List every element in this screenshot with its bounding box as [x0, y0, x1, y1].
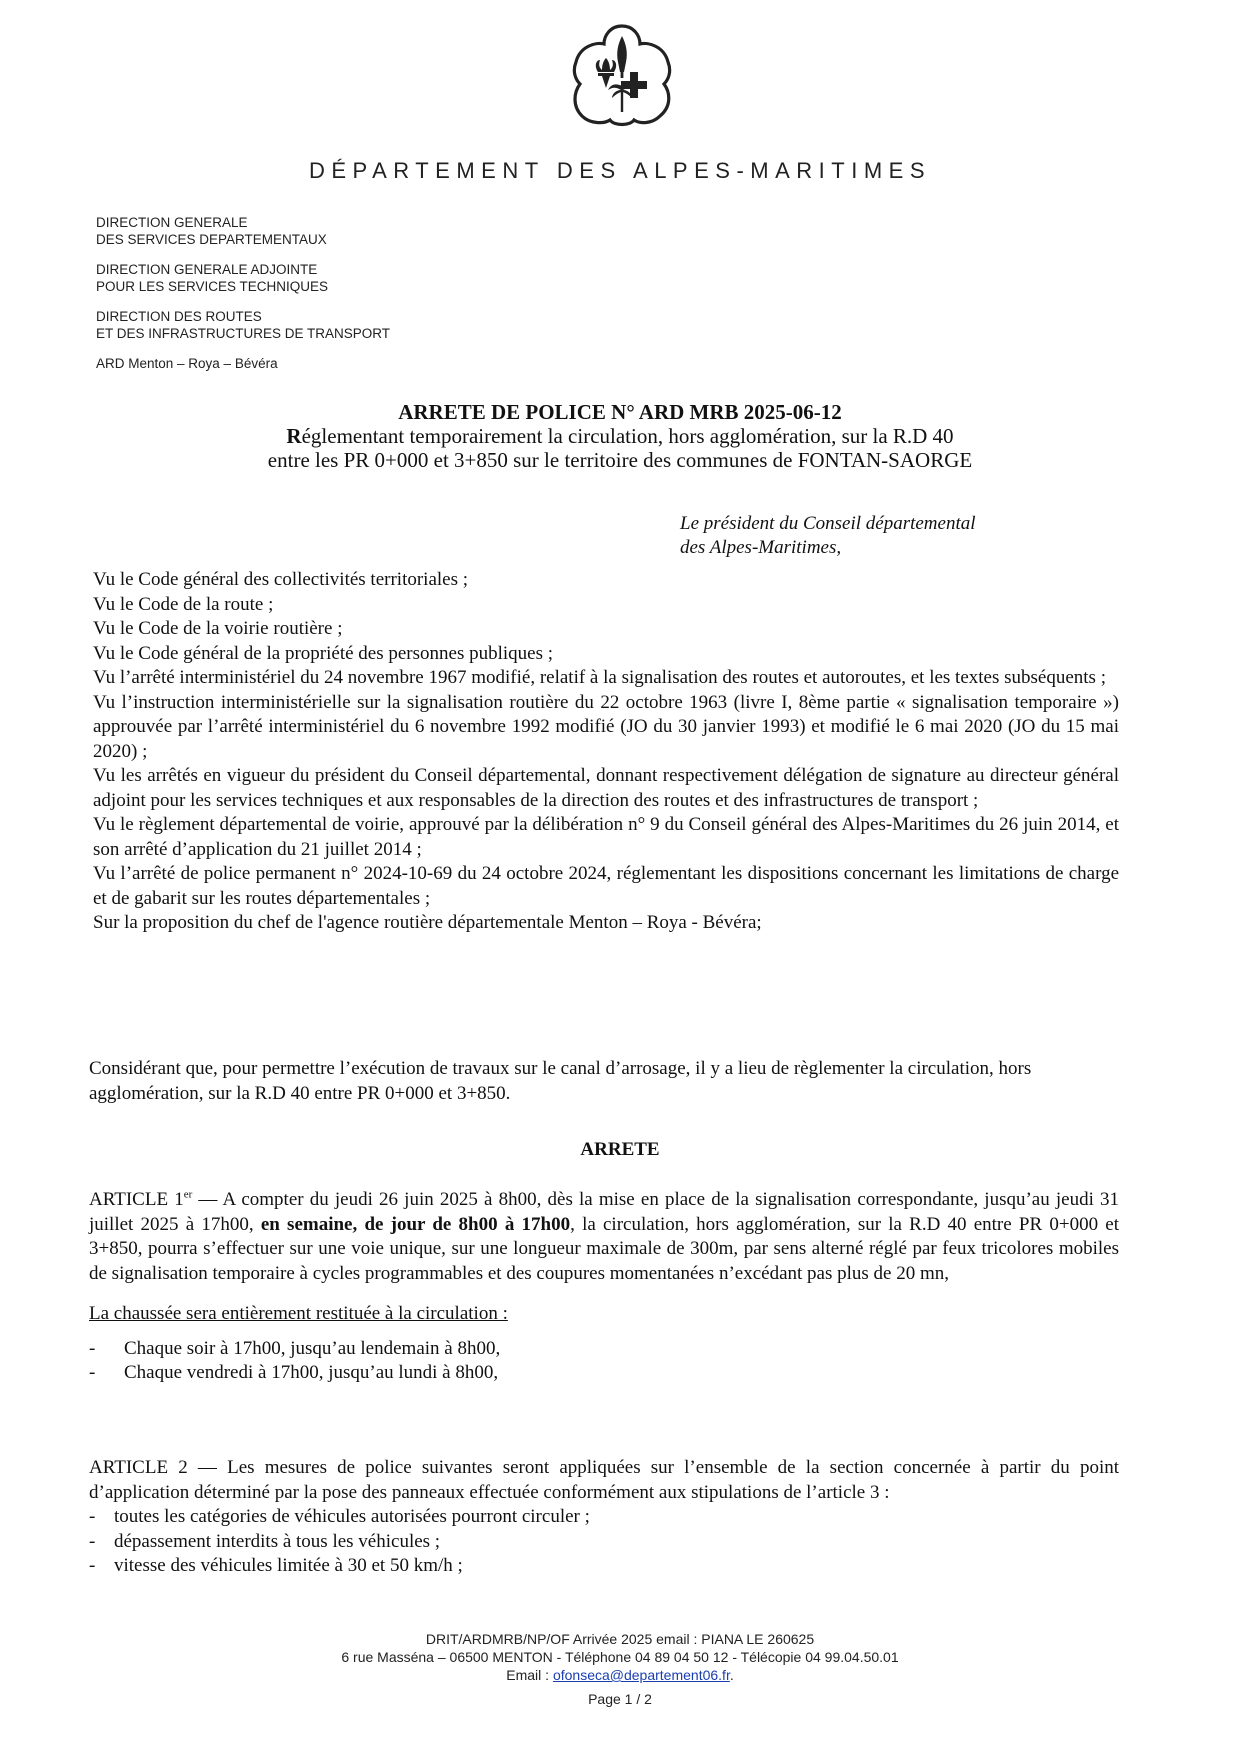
list-item: - Chaque vendredi à 17h00, jusqu’au lundi à 8h00, [89, 1361, 1119, 1386]
visa-item: Sur la proposition du chef de l'agence routière départementale Menton – Roya - Bévéra; [93, 912, 762, 933]
department-emblem-icon [568, 22, 676, 130]
decree-subtitle-line2: entre les PR 0+000 et 3+850 sur le territoire des communes de FONTAN-SAORGE [267, 448, 973, 472]
article-1 [89, 1188, 1119, 1386]
decree-heading [0, 400, 1240, 472]
considerant-text: Considérant que, pour permettre l’exécution de travaux sur le canal d’arrosage, il y a lieu de règlementer la circulation, hors agglomération, sur la R.D 40 entre PR 0+000 et 3+850. [89, 1058, 1032, 1104]
visa-item: Vu l’instruction interministérielle sur la signalisation routière du 22 octobre 1963 (livre I, 8ème partie « signalisation temporaire ») approuvée par l’arrêté interministériel du 6 novembre 1992 modifié (JO du 30 janvier 1993) et modifié le 6 mai 2020 (JO du 15 mai 2020) ; [93, 691, 1119, 762]
list-item: - dépassement interdits à tous les véhicules ; [89, 1530, 1119, 1555]
footer-ref: DRIT/ARDMRB/NP/OF Arrivée 2025 email : PIANA LE 260625 [425, 1631, 815, 1647]
article-2 [89, 1456, 1119, 1579]
list-item: - vitesse des véhicules limitée à 30 et 50 km/h ; [89, 1554, 1119, 1579]
service-line: DES SERVICES DEPARTEMENTAUX [96, 232, 327, 247]
decree-subtitle: Réglementant temporairement la circulation, hors agglomération, sur la R.D 40 [286, 424, 954, 448]
service-line: ET DES INFRASTRUCTURES DE TRANSPORT [96, 326, 391, 341]
footer-address: 6 rue Masséna – 06500 MENTON - Téléphone 04 89 04 50 12 - Télécopie 04 99.04.50.01 [341, 1649, 899, 1665]
visa-item: Vu l’arrêté interministériel du 24 novembre 1967 modifié, relatif à la signalisation des routes et autoroutes, et les textes subséquents ; [93, 667, 1106, 688]
service-line: DIRECTION DES ROUTES [96, 309, 262, 324]
department-title: DÉPARTEMENT DES ALPES-MARITIMES [308, 158, 932, 183]
restore-title: La chaussée sera entièrement restituée à la circulation : [89, 1303, 508, 1324]
page-number: Page 1 / 2 [588, 1691, 652, 1707]
visa-item: Vu le Code de la voirie routière ; [93, 618, 343, 639]
measures-list [89, 1505, 1119, 1579]
email-link[interactable]: ofonseca@departement06.fr [552, 1667, 730, 1683]
service-line: DIRECTION GENERALE ADJOINTE [96, 262, 318, 277]
considerant-section [89, 1057, 1119, 1106]
visa-item: Vu le règlement départemental de voirie, approuvé par la délibération n° 9 du Conseil général des Alpes-Maritimes du 26 juin 2014, et son arrêté d’application du 21 juillet 2014 ; [93, 814, 1119, 860]
visa-item: Vu les arrêtés en vigueur du président du Conseil départemental, donnant respectivement délégation de signature au directeur général adjoint pour les services techniques et aux responsables de la direction des routes et des infrastructures de transport ; [93, 765, 1119, 811]
visa-item: Vu le Code de la route ; [93, 593, 274, 615]
service-line: DIRECTION GENERALE [96, 215, 248, 230]
footer [0, 1630, 1240, 1708]
ard-agency: ARD Menton – Roya – Bévéra [96, 356, 278, 371]
service-block [96, 261, 390, 295]
list-item: - Chaque soir à 17h00, jusqu’au lendemain à 8h00, [89, 1337, 1119, 1362]
services-header [96, 214, 390, 372]
list-item: - toutes les catégories de véhicules autorisées pourront circuler ; [89, 1505, 1119, 1530]
visa-item: Vu l’arrêté de police permanent n° 2024-10-69 du 24 octobre 2024, réglementant les dispositions concernant les limitations de charge et de gabarit sur les routes départementales ; [93, 863, 1119, 909]
service-block [96, 308, 390, 342]
decree-number: ARRETE DE POLICE N° ARD MRB 2025-06-12 [398, 400, 842, 424]
service-line: POUR LES SERVICES TECHNIQUES [96, 279, 329, 294]
service-block [96, 214, 390, 248]
visa-item: Vu le Code général de la propriété des personnes publiques ; [93, 642, 553, 664]
president-signature-block: Le président du Conseil départemental des Alpes-Maritimes, [680, 513, 976, 558]
article-1-text: ARTICLE 1er — A compter du jeudi 26 juin 2025 à 8h00, dès la mise en place de la signalisation correspondante, jusqu’au jeudi 31 juillet 2025 à 17h00, en semaine, de jour de 8h00 à 17h00, la circulation, hors agglomération, sur la R.D 40 entre PR 0+000 et 3+850, pourra s’effectuer sur une voie unique, sur une longueur maximale de 300m, par sens alterné réglé par feux tricolores mobiles de signalisation temporaire à cycles programmables et des coupures momentanées n’excédant pas plus de 20 mn, [89, 1188, 1120, 1284]
article-2-text: ARTICLE 2 — Les mesures de police suivantes seront appliquées sur l’ensemble de la section concernée à partir du point d’application déterminé par la pose des panneaux effectuée conformément aux stipulations de l’article 3 : [89, 1457, 1119, 1503]
visas-section [89, 568, 1119, 936]
footer-email-line: Email : ofonseca@departement06.fr. [506, 1667, 734, 1683]
arrete-title: ARRETE [580, 1139, 660, 1160]
visa-item: Vu le Code général des collectivités territoriales ; [93, 569, 469, 590]
restore-list [89, 1337, 1119, 1386]
